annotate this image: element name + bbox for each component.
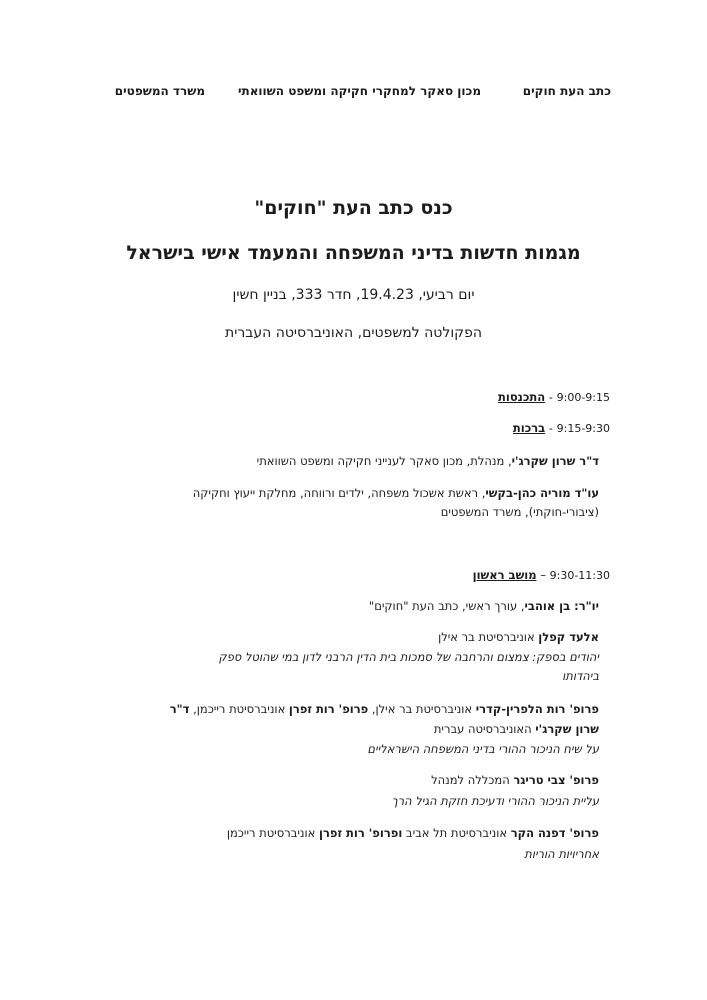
gathering-label: התכנסות	[498, 390, 546, 404]
schedule-session1: 9:30-11:30 – מושב ראשון	[472, 568, 610, 582]
gathering-time: 9:00-9:15	[556, 391, 610, 404]
speaker-role: , מנהלת, מכון סאקר לענייני חקיקה ומשפט השוואתי	[256, 454, 512, 468]
speaker-name: פרופ' רות זפרן	[288, 702, 369, 716]
conference-when-where: יום רביעי, 19.4.23, חדר 333, בניין חשין	[232, 287, 475, 303]
speaker-name: פרופ' דפנה הקר	[510, 826, 599, 840]
schedule-gathering: 9:00-9:15 - התכנסות	[498, 390, 610, 404]
session1-chair	[369, 599, 599, 613]
talk-4-speakers	[227, 826, 599, 840]
talk-2-speakers-cont	[434, 722, 599, 736]
talk-4-title: אחריויות הוריות	[524, 847, 599, 861]
speaker-name: פרופ' צבי טריגר	[513, 773, 599, 787]
conference-subject: מגמות חדשות בדיני המשפחה והמעמד אישי בישראל	[126, 242, 581, 264]
speaker-role: , ראשת אשכול משפחה, ילדים ורווחה, מחלקת ייעוץ וחקיקה	[192, 486, 486, 500]
chair-prefix: יו"ר:	[570, 599, 599, 613]
greetings-speaker-2-role-cont: (ציבורי-חוקתי), משרד המשפטים	[440, 505, 599, 519]
greetings-time: 9:15-9:30	[556, 422, 610, 435]
talk-1-title-cont: ביהדותו	[562, 669, 599, 683]
speaker-name: אלעד קפלן	[538, 630, 599, 644]
talk-1-speaker	[438, 630, 599, 644]
speaker-name: פרופ' רות הלפרין-קדרי	[475, 702, 599, 716]
greetings-label: ברכות	[512, 421, 546, 435]
header-ministry: משרד המשפטים	[114, 84, 205, 98]
talk-1-title: יהודים בספק: צמצום והרחבה של סמכות בית הדין הרבני לדון במי שהוטל ספק	[218, 650, 599, 664]
speaker-name: ד"ר שרון שקרג'י	[511, 454, 599, 468]
speaker-name: שרון שקרג'י	[535, 722, 599, 736]
speaker-affiliation: אוניברסיטת בר אילן	[438, 630, 539, 644]
speaker-affiliation: אוניברסיטת בר אילן,	[368, 702, 476, 716]
speaker-affiliation: המכללה למנהל	[431, 773, 514, 787]
header-journal: כתב העת חוקים	[522, 84, 611, 98]
talk-3-title: עליית הניכור ההורי ודעיכת חזקת הגיל הרך	[391, 794, 599, 808]
greetings-speaker-1	[257, 454, 599, 468]
schedule-greetings: 9:15-9:30 - ברכות	[512, 421, 610, 435]
talk-2-speakers	[170, 702, 599, 716]
speaker-name: פרופ' רות זפרן	[319, 826, 399, 840]
chair-name: בן אוהבי	[524, 599, 571, 613]
header-institute: מכון סאקר למחקרי חקיקה ומשפט השוואתי	[237, 84, 481, 98]
session1-time: 9:30-11:30	[549, 569, 610, 582]
talk-3-speaker	[431, 773, 599, 787]
speaker-affiliation: האוניברסיטה עברית	[433, 722, 536, 736]
speaker-affiliation: אוניברסיטת תל אביב	[402, 826, 511, 840]
greetings-speaker-2	[193, 486, 599, 500]
conference-faculty: הפקולטה למשפטים, האוניברסיטה העברית	[225, 325, 482, 341]
chair-role: , עורך ראשי, כתב העת "חוקים"	[368, 599, 525, 613]
speaker-name: עו"ד מוריה כהן-בקשי	[485, 486, 599, 500]
speaker-name: ד"ר	[169, 702, 190, 716]
conjunction: ו	[398, 826, 403, 840]
conference-title: כנס כתב העת "חוקים"	[254, 197, 453, 219]
speaker-affiliation: אוניברסיטת רייכמן	[226, 826, 320, 840]
session1-label: מושב ראשון	[472, 568, 537, 582]
talk-2-title: על שיח הניכור ההורי בדיני המשפחה הישראליים	[367, 742, 599, 756]
speaker-affiliation: אוניברסיטת רייכמן,	[189, 702, 289, 716]
